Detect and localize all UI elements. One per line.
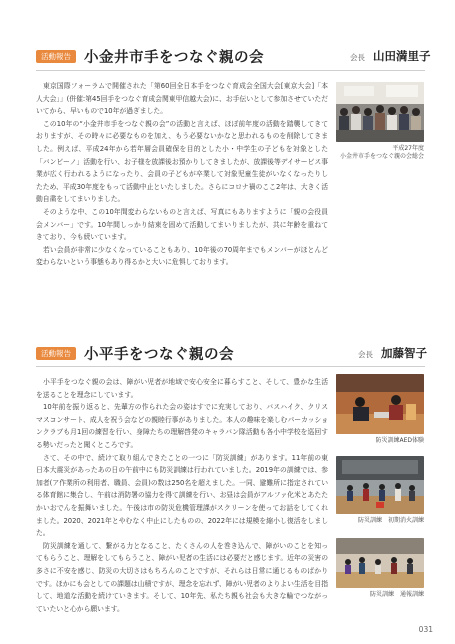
photo-caption: 防災訓練AED体験 [375,437,424,444]
photo-general-meeting [336,82,424,142]
paragraph: さて、その中で、続けて取り組んできたことの一つに「防災訓練」があります。11年前の東日本大震災があったあの日の午前中にも防災訓練は行われていました。2019年の訓練では、参加者(ア作業所の利用者、職員、会員)の数は250名を超えました。一同、避難所に指定されている体育館に集合し、午前は消防署の協力を得て訓練を行い、お昼は会員がアルファ化米とあたたかいおでんを振舞いました。午後は市の防災危機管理課がスクリーンを使ってお話をしてくれました。2020、2021年とやむなく中止にしたものの、2022年には規模を縮小し復活をしました。 [36,453,328,538]
activity-badge: 活動報告 [36,50,76,63]
photo-fire-drill [336,456,424,514]
section-title: 小金井市手をつなぐ親の会 [84,50,264,66]
paragraph: そのような中、この10年間変わらないものと言えば、写真にもありますように「親の会役員会メンバー」です。10年間しっかり結束を固めて活動してまいりましたが、共に年齢を重ねてきており、今も続いています。 [36,207,328,242]
photo-aed-training [336,374,424,434]
divider [36,70,425,71]
paragraph: 若い会員が非常に少なくなっていることもあり、10年後の70周年までもメンバーがほとんど変わらないという事態もあり得るかと大いに危惧しております。 [36,245,328,267]
divider [36,366,425,367]
paragraph: 防災訓練を通して、繋がる力となること、たくさんの人を巻き込んで、障がいのことを知ってもらうこと、理解をしてもらうこと、障がい児者の生活には必要だと感じます。近年の災害の多さに不安を感じ、防災の大切さはもちろんのことですが、それらは日常に通じるものばかりです。ほかにも会としての課題は山積ですが、理念を忘れず、障がい児者のよりよい生活を目指して、地道な活動を続けていきます。そして、10年先、私たち親も社会も大きな輪でつながっていたいと心から願います。 [36,541,328,613]
photo-caption: 防災訓練 初期消火訓練 [357,517,424,524]
author-name: 山田満里子 [373,49,431,63]
article-body [36,376,328,615]
author-role: 会長 [350,53,365,62]
paragraph: 東京国際フォーラムで開催された「第60回全日本手をつなぐ育成会全国大会[東京大会]「本人大会」」(併催:第45回手をつなぐ育成会関東甲信越大会)に、お手伝いとして参加させていただいてから、早いもので10年が過ぎました。 [36,82,328,116]
photo-reporting-drill [336,538,424,588]
paragraph: この10年の“小金井市手をつなぐ親の会”の活動と言えば、ほぼ前年度の活動を踏襲してきておりますが、その時々に必要なものを加え、もう必要ないかなと思われるものを削除してきました。例えば、平成24年から若年層会員確保を目的とした小・中学生の子どもを対象とした「バンビーノ」活動を行い、お子様を放課後お預かりしてきましたが、放課後等デイサービス事業が広く行われるようになったり、会員の子どもが卒業して対象児童生徒がいなくなったりしたため、平成30年度をもって活動中止といたしました。さらにコロナ禍のここ2年は、大きく活動自粛をしてまいりました。 [36,119,328,204]
author-role: 会長 [358,350,373,359]
author-name: 加藤智子 [381,346,427,360]
section-header [36,46,431,70]
paragraph: 小平手をつなぐ親の会は、障がい児者が地域で安心安全に暮らすこと、そして、豊かな生活を送ることを理念にしています。 [36,378,328,399]
photo-caption: 平成27年度 小金井市手をつなぐ親の会総会 [339,145,424,160]
photo-caption: 防災訓練 通報訓練 [369,591,424,598]
page-number: 031 [418,625,433,634]
article-body [36,80,328,269]
paragraph: 10年前を振り返ると、先輩方の作られた会の姿はすでに充実しており、バスハイク、クリスマスコンサート、成人を祝う会などの親睦行事がありました。本人の趣味を楽しむパーカッションクラブも月1回の練習を行い、身障たちの理解啓発のキャラバン隊活動も各小中学校を巡回する勢いだったと聞くところです。 [36,403,328,449]
section-title: 小平手をつなぐ親の会 [84,347,234,363]
section-header [36,343,425,367]
activity-badge: 活動報告 [36,347,76,360]
